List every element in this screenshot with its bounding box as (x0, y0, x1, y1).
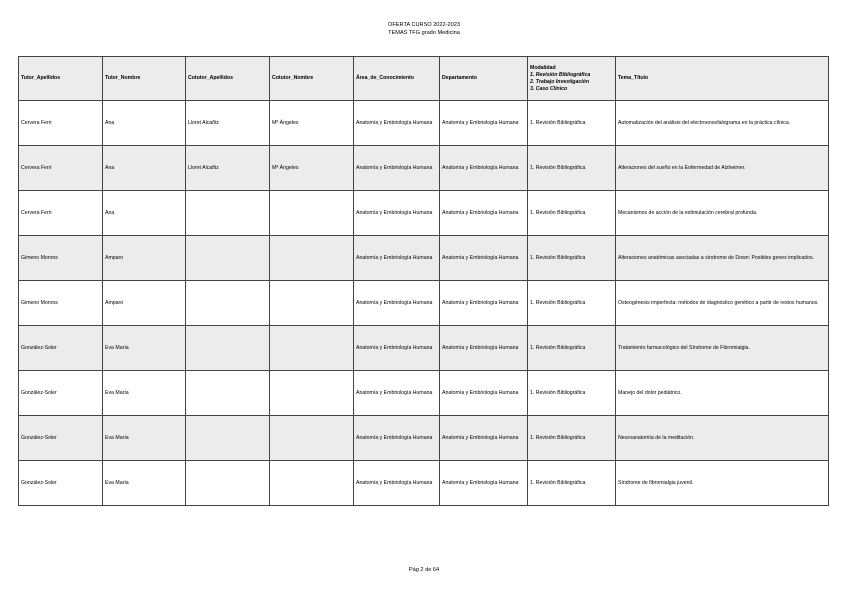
department-cell: Anatomía y Embriología Humana (440, 326, 528, 371)
cotutor-surname-cell (186, 461, 270, 506)
topic-title-cell: Alteraciones del sueño en la Enfermedad de Alzheimer. (616, 146, 829, 191)
table-row (19, 416, 829, 461)
column-header: Tutor_Apellidos (19, 57, 103, 101)
cotutor-surname-cell (186, 416, 270, 461)
topic-title-cell: Mecanismos de acción de la estimulación cerebral profunda. (616, 191, 829, 236)
tutor-surname-cell: Cervera Ferri (19, 101, 103, 146)
tutor-name-cell: Eva María (103, 416, 186, 461)
modality-cell: 1. Revisión Bibliográfica (528, 371, 616, 416)
topic-title-cell: Automatización del análisis del electroencefalograma en la práctica clínica. (616, 101, 829, 146)
cotutor-surname-cell (186, 281, 270, 326)
knowledge-area-cell: Anatomía y Embriología Humana (354, 371, 440, 416)
topic-title-cell: Osteogénesis imperfecta: métodos de diagnóstico genético a partir de restos humanos. (616, 281, 829, 326)
department-cell: Anatomía y Embriología Humana (440, 101, 528, 146)
table-row (19, 326, 829, 371)
table-row (19, 101, 829, 146)
column-header: Área_de_Conocimiento (354, 57, 440, 101)
department-cell: Anatomía y Embriología Humana (440, 281, 528, 326)
cotutor-surname-cell (186, 326, 270, 371)
cotutor-name-cell (270, 236, 354, 281)
course-offer-title: OFERTA CURSO 2022-2023 (388, 22, 460, 28)
tutor-name-cell: Ana (103, 101, 186, 146)
knowledge-area-cell: Anatomía y Embriología Humana (354, 191, 440, 236)
table-row (19, 191, 829, 236)
tutor-name-cell: Eva María (103, 461, 186, 506)
tutor-surname-cell: Gimeno Monros (19, 236, 103, 281)
tutor-surname-cell: Cervera Ferri (19, 146, 103, 191)
column-header: Departamento (440, 57, 528, 101)
table-header-row (19, 57, 829, 101)
department-cell: Anatomía y Embriología Humana (440, 146, 528, 191)
modality-cell: 1. Revisión Bibliográfica (528, 191, 616, 236)
cotutor-name-cell (270, 326, 354, 371)
modality-cell: 1. Revisión Bibliográfica (528, 146, 616, 191)
table-row (19, 281, 829, 326)
cotutor-name-cell (270, 191, 354, 236)
knowledge-area-cell: Anatomía y Embriología Humana (354, 236, 440, 281)
cotutor-surname-cell: Lloret Alcañiz (186, 146, 270, 191)
tutor-name-cell: Eva María (103, 371, 186, 416)
column-header-label: Modalidad (530, 64, 556, 71)
knowledge-area-cell: Anatomía y Embriología Humana (354, 146, 440, 191)
cotutor-surname-cell (186, 236, 270, 281)
department-cell: Anatomía y Embriología Humana (440, 416, 528, 461)
tutor-surname-cell: González-Soler (19, 371, 103, 416)
tutor-surname-cell: González-Soler (19, 461, 103, 506)
tutor-surname-cell: González-Soler (19, 416, 103, 461)
modalidad-option: 2. Trabajo Investigación (530, 78, 590, 85)
knowledge-area-cell: Anatomía y Embriología Humana (354, 416, 440, 461)
cotutor-surname-cell (186, 371, 270, 416)
tfg-topics-table (18, 56, 829, 506)
cotutor-name-cell (270, 461, 354, 506)
modalidad-column-header (528, 57, 616, 101)
topic-title-cell: Tratamiento farmacológico del Síndrome de Fibromialgia. (616, 326, 829, 371)
department-cell: Anatomía y Embriología Humana (440, 371, 528, 416)
modality-cell: 1. Revisión Bibliográfica (528, 326, 616, 371)
cotutor-surname-cell (186, 191, 270, 236)
cotutor-name-cell (270, 416, 354, 461)
tutor-name-cell: Ana (103, 191, 186, 236)
tutor-surname-cell: González-Soler (19, 326, 103, 371)
column-header: Cotutor_Nombre (270, 57, 354, 101)
department-cell: Anatomía y Embriología Humana (440, 461, 528, 506)
table-row (19, 236, 829, 281)
topic-title-cell: Neuroanatomía de la meditación. (616, 416, 829, 461)
knowledge-area-cell: Anatomía y Embriología Humana (354, 281, 440, 326)
cotutor-name-cell: Mª Ángeles (270, 101, 354, 146)
tutor-name-cell: Amparo (103, 236, 186, 281)
topic-title-cell: Alteraciones anatómicas asociadas a síndrome de Down: Posibles genes implicados. (616, 236, 829, 281)
tutor-name-cell: Amparo (103, 281, 186, 326)
department-cell: Anatomía y Embriología Humana (440, 236, 528, 281)
cotutor-name-cell: Mª Ángeles (270, 146, 354, 191)
knowledge-area-cell: Anatomía y Embriología Humana (354, 326, 440, 371)
modality-cell: 1. Revisión Bibliográfica (528, 461, 616, 506)
page-header (0, 22, 848, 37)
column-header: Cotutor_Apellidos (186, 57, 270, 101)
topic-title-cell: Síndrome de fibromialgia juvenil. (616, 461, 829, 506)
cotutor-name-cell (270, 281, 354, 326)
tutor-surname-cell: Gimeno Monros (19, 281, 103, 326)
topic-title-cell: Manejo del dolor pediátrico. (616, 371, 829, 416)
table-row (19, 371, 829, 416)
tutor-surname-cell: Cervera Ferri (19, 191, 103, 236)
modality-cell: 1. Revisión Bibliográfica (528, 281, 616, 326)
page-number: Pág 2 de 64 (408, 567, 440, 573)
column-header: Tema_Título (616, 57, 829, 101)
cotutor-name-cell (270, 371, 354, 416)
table-row (19, 146, 829, 191)
knowledge-area-cell: Anatomía y Embriología Humana (354, 461, 440, 506)
modalidad-option: 1. Revisión Bibliográfica (530, 71, 591, 78)
modalidad-option: 3. Caso Clínico (530, 85, 568, 92)
modality-cell: 1. Revisión Bibliográfica (528, 236, 616, 281)
tutor-name-cell: Ana (103, 146, 186, 191)
cotutor-surname-cell: Lloret Alcañiz (186, 101, 270, 146)
modality-cell: 1. Revisión Bibliográfica (528, 416, 616, 461)
column-header: Tutor_Nombre (103, 57, 186, 101)
table-row (19, 461, 829, 506)
modality-cell: 1. Revisión Bibliográfica (528, 101, 616, 146)
document-subtitle: TEMAS TFG grado Medicina (388, 29, 460, 36)
knowledge-area-cell: Anatomía y Embriología Humana (354, 101, 440, 146)
tutor-name-cell: Eva María (103, 326, 186, 371)
department-cell: Anatomía y Embriología Humana (440, 191, 528, 236)
